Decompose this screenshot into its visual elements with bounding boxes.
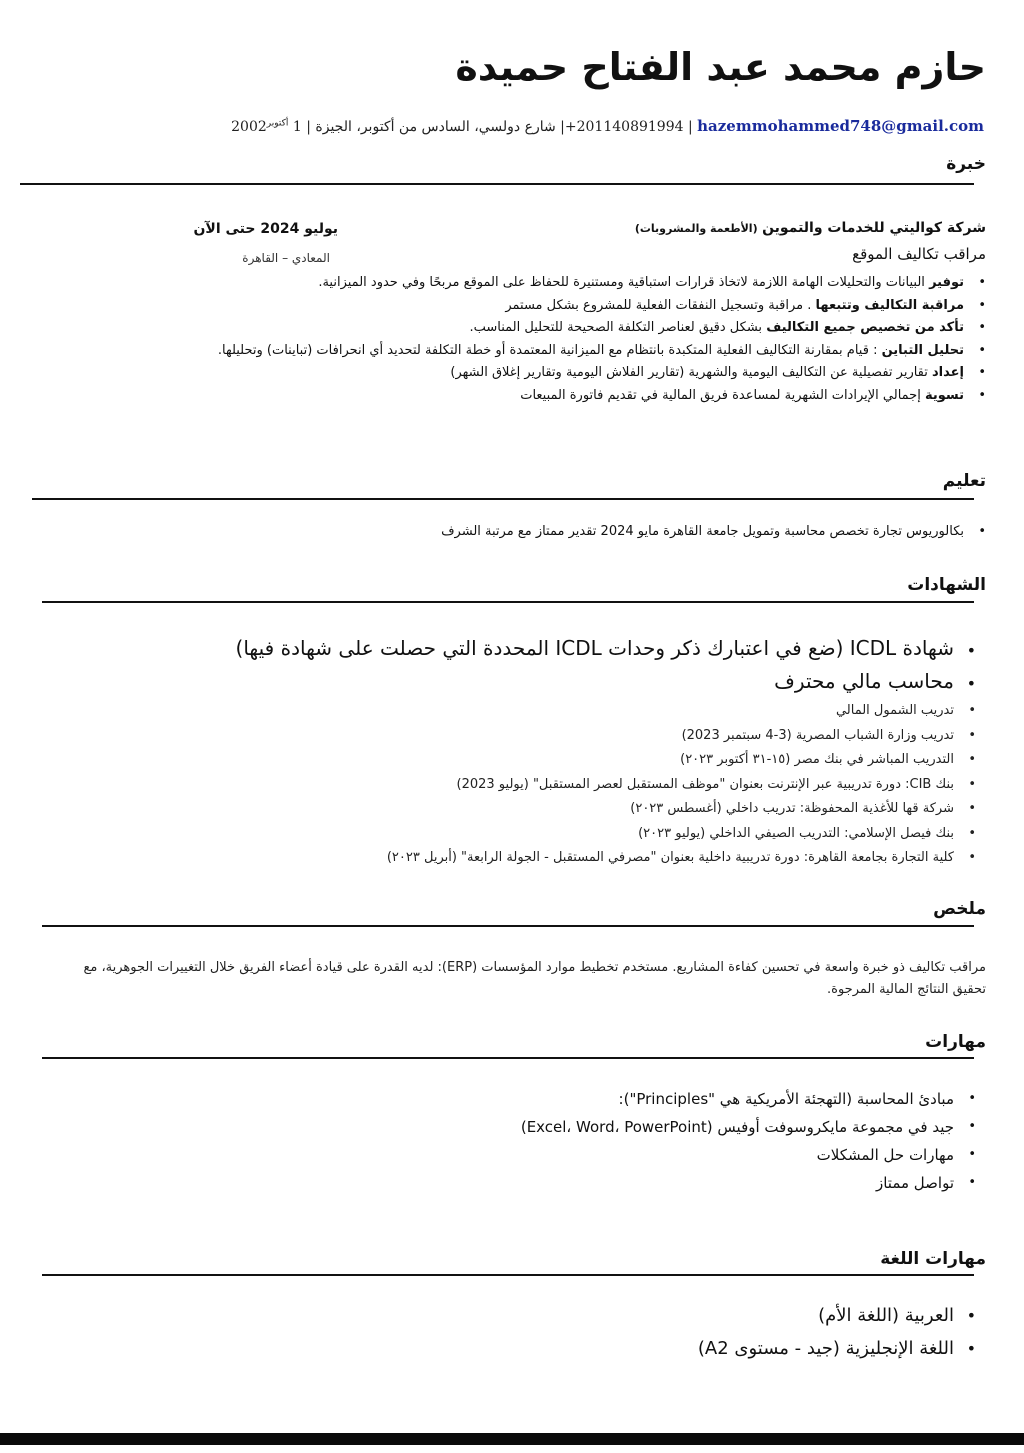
certificates-main-list: [64, 632, 984, 698]
list-item: • العربية (اللغة الأم): [64, 1299, 984, 1332]
birth-year: 2002: [231, 119, 267, 135]
list-item: • مراقبة التكاليف وتتبعها . مراقبة وتسجيل النفقات الفعلية للمشروع بشكل مستمر: [64, 295, 994, 318]
certificates-training-list: [64, 699, 984, 871]
list-item: • شهادة ICDL (ضع في اعتبارك ذكر وحدات ICDL المحددة التي حصلت على شهادة فيها): [64, 632, 984, 665]
list-item: • كلية التجارة بجامعة القاهرة: دورة تدريبية داخلية بعنوان "مصرفي المستقبل - الجولة الرابعة" (أبريل ٢٠٢٣): [64, 846, 984, 871]
list-item: • تأكد من تخصيص جميع التكاليف بشكل دقيق لعناصر التكلفة الصحيحة للتحليل المناسب.: [64, 317, 994, 340]
birth-month: أكتوبر: [266, 118, 289, 129]
section-title-summary: ملخص: [933, 899, 986, 919]
phone-number: +201140891994: [564, 119, 684, 135]
list-item: • محاسب مالي محترف: [64, 665, 984, 698]
education-list: [64, 521, 994, 544]
list-item: • مهارات حل المشكلات: [64, 1141, 984, 1169]
separator: |: [687, 119, 693, 135]
skills-list: [64, 1085, 984, 1197]
company-name: شركة كواليتي للخدمات والتموين: [762, 220, 986, 236]
section-title-education: تعليم: [942, 471, 986, 491]
list-item: • التدريب المباشر في بنك مصر (١٥-٣١ أكتوبر ٢٠٢٣): [64, 748, 984, 773]
summary-text: مراقب تكاليف ذو خبرة واسعة في تحسين كفاءة المشاريع. مستخدم تخطيط موارد المؤسسات (ERP): لديه القدرة على قيادة أعضاء الفريق خلال التغييرات الجوهرية، مع تحقيق النتائج المالية المرجوة.: [83, 960, 986, 997]
list-item: • اللغة الإنجليزية (جيد - مستوى A2): [64, 1332, 984, 1365]
list-item: • إعداد تقارير تفصيلية عن التكاليف اليومية والشهرية (تقارير الفلاش اليومية وتقارير إغلاق الشهر): [64, 362, 994, 385]
section-title-skills: مهارات: [925, 1032, 986, 1052]
section-title-certificates: الشهادات: [907, 575, 986, 595]
page-bottom-border: [0, 1433, 1024, 1445]
email-link[interactable]: hazemmohammed748@gmail.com: [697, 117, 984, 135]
job-date: يوليو 2024 حتى الآن: [193, 221, 338, 237]
experience-list: [64, 272, 994, 407]
contact-line: hazemmohammed748@gmail.com | +201140891994| شارع دولسي، السادس من أكتوبر، الجيزة | 1 $^{أكتوبر}$2002: [231, 117, 984, 135]
list-item: • شركة قها للأغذية المحفوظة: تدريب داخلي (أغسطس ٢٠٢٣): [64, 797, 984, 822]
list-item: • تدريب وزارة الشباب المصرية (3-4 سبتمبر 2023): [64, 724, 984, 749]
list-item: • تواصل ممتاز: [64, 1169, 984, 1197]
section-divider: [42, 601, 974, 603]
company-line: [635, 220, 986, 236]
section-divider: [20, 183, 974, 185]
section-title-languages: مهارات اللغة: [880, 1249, 986, 1269]
job-role: مراقب تكاليف الموقع: [852, 245, 986, 263]
job-location: المعادي – القاهرة: [242, 251, 330, 265]
list-item: • بنك فيصل الإسلامي: التدريب الصيفي الداخلي (يوليو ٢٠٢٣): [64, 822, 984, 847]
list-item: • جيد في مجموعة مايكروسوفت أوفيس (Excel، Word، PowerPoint): [64, 1113, 984, 1141]
company-note: (الأطعمة والمشروبات): [634, 222, 758, 235]
list-item: • مبادئ المحاسبة (التهجئة الأمريكية هي "Principles"):: [64, 1085, 984, 1113]
list-item: • بكالوريوس تجارة تخصص محاسبة وتمويل جامعة القاهرة مايو 2024 تقدير ممتاز مع مرتبة الشرف: [64, 521, 994, 544]
list-item: • تدريب الشمول المالي: [64, 699, 984, 724]
address: شارع دولسي، السادس من أكتوبر، الجيزة: [315, 119, 556, 135]
section-divider: [42, 1274, 974, 1276]
birth-day: 1: [292, 119, 302, 135]
section-divider: [32, 498, 974, 500]
section-divider: [42, 1057, 974, 1059]
languages-list: [64, 1299, 984, 1365]
candidate-name: حازم محمد عبد الفتاح حميدة: [455, 45, 986, 89]
list-item: • بنك CIB: دورة تدريبية عبر الإنترنت بعنوان "موظف المستقبل لعصر المستقبل" (يوليو 2023): [64, 773, 984, 798]
section-title-experience: خبرة: [946, 154, 986, 174]
list-item: • توفير البيانات والتحليلات الهامة اللازمة لاتخاذ قرارات استباقية ومستنيرة للحفاظ على الموقع مربحًا وفي حدود الميزانية.: [64, 272, 994, 295]
list-item: • تسوية إجمالي الإيرادات الشهرية لمساعدة فريق المالية في تقديم فاتورة المبيعات: [64, 385, 994, 408]
section-divider: [42, 925, 974, 927]
list-item: • تحليل التباين : قيام بمقارنة التكاليف الفعلية المتكبدة بانتظام مع الميزانية المعتمدة أو خطة التكلفة لتحديد أي انحرافات (تباينات) وتحليلها.: [64, 340, 994, 363]
